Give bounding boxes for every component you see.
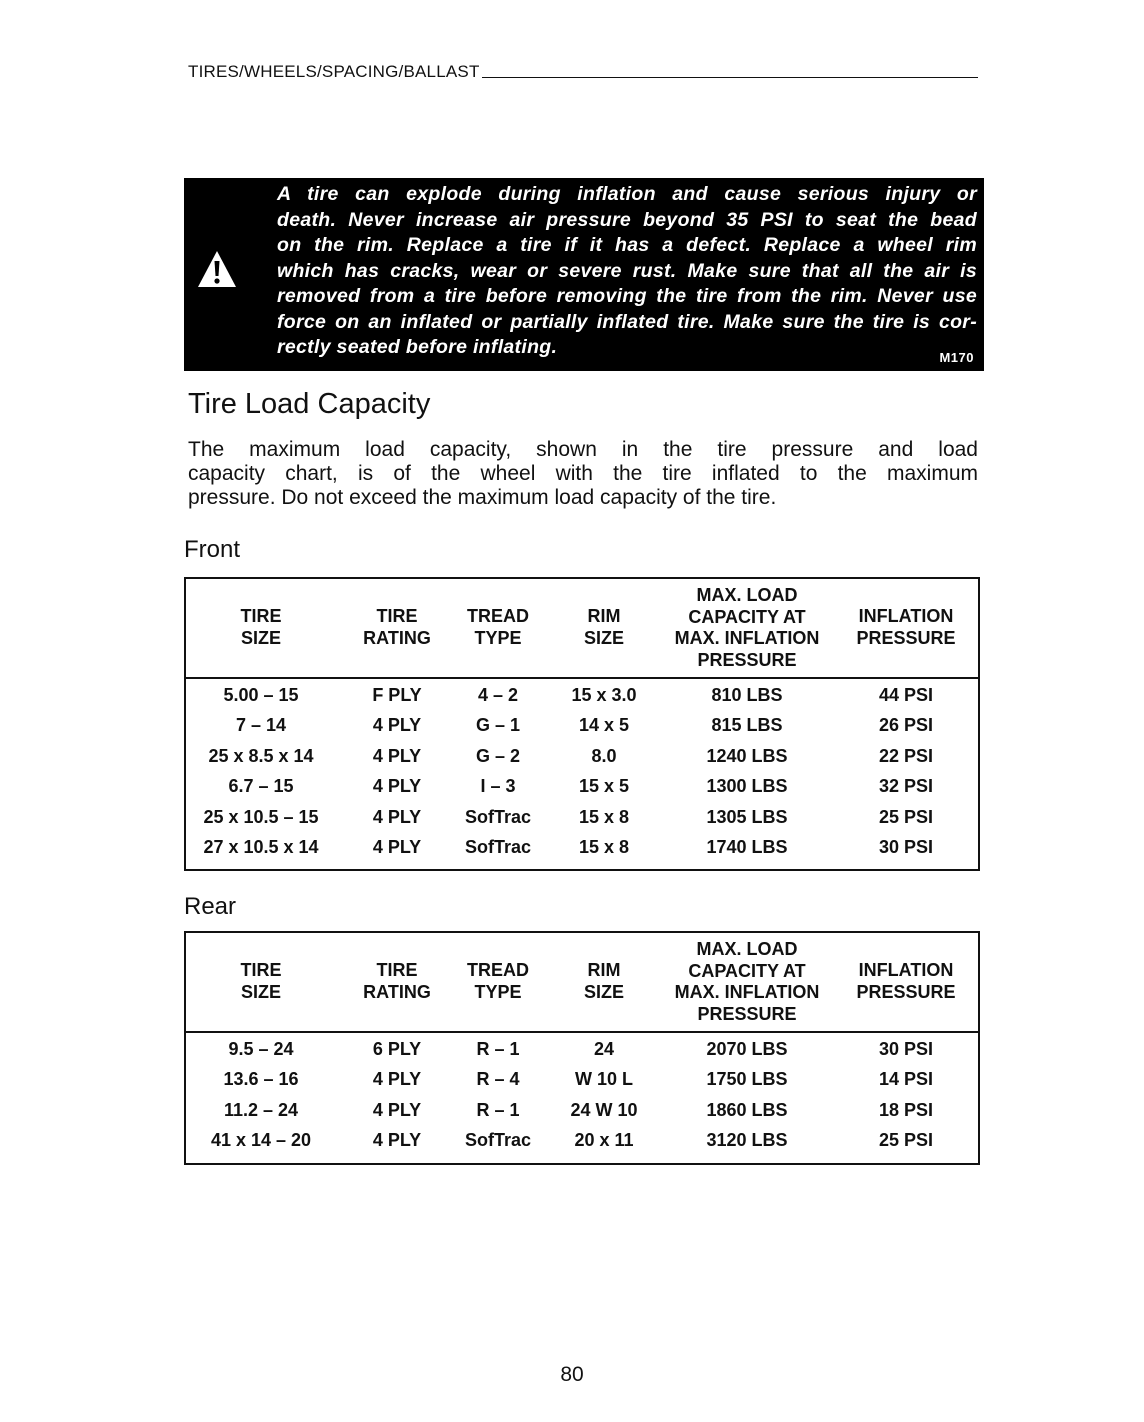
table-cell: 2070 LBS — [706, 1039, 788, 1059]
table-header — [186, 579, 978, 679]
column-header — [342, 960, 452, 1003]
table-cell: 32 PSI — [878, 776, 934, 797]
warning-code: M170 — [939, 350, 974, 365]
table-cell: 4 PLY — [372, 806, 422, 827]
column-header — [443, 960, 553, 1003]
column-header-line: SIZE — [240, 981, 281, 1002]
warning-triangle-icon — [197, 250, 237, 288]
table-cell: 25 x 8.5 x 14 — [208, 745, 314, 766]
table-cell: 4 PLY — [372, 1130, 422, 1151]
column-header-line: SIZE — [583, 981, 624, 1002]
table-cell: 7 – 14 — [235, 715, 287, 736]
table-cell: 1305 LBS — [706, 806, 788, 827]
table-body — [186, 679, 978, 869]
table-cell: I – 3 — [480, 776, 516, 797]
table-cell: 4 PLY — [372, 776, 422, 797]
intro-line: The maximum load capacity, shown in the tire pressure and load — [188, 438, 978, 461]
column-header-line: PRESSURE — [856, 627, 956, 648]
table-row — [186, 742, 978, 772]
column-header-line: TIRE — [240, 960, 282, 980]
column-header-line: MAX. INFLATION — [674, 628, 820, 648]
table-cell: G – 1 — [475, 715, 521, 736]
table-cell: 4 – 2 — [477, 685, 519, 705]
intro-line: capacity chart, is of the wheel with the tire inflated to the maximum — [188, 462, 978, 485]
intro-line: pressure. Do not exceed the maximum load capacity of the tire. — [188, 486, 777, 509]
table-row — [186, 803, 978, 833]
warning-line: removed from a tire before removing the tire from the rim. Never use — [277, 285, 977, 307]
table-cell: 30 PSI — [878, 836, 934, 857]
column-header-line: SIZE — [583, 627, 624, 648]
table-cell: 13.6 – 16 — [223, 1069, 299, 1090]
table-cell: 6 PLY — [372, 1039, 422, 1059]
front-table — [184, 577, 980, 871]
column-header — [831, 960, 981, 1003]
column-header-line: TYPE — [474, 981, 522, 1002]
column-header — [342, 606, 452, 649]
table-cell: 22 PSI — [878, 745, 934, 766]
table-cell: 1740 LBS — [706, 836, 788, 857]
table-cell: 6.7 – 15 — [228, 776, 294, 797]
column-header — [186, 960, 336, 1003]
table-cell: 1750 LBS — [706, 1069, 788, 1090]
column-header-line: PRESSURE — [697, 649, 797, 670]
header-title: TIRES/WHEELS/SPACING/BALLAST — [188, 62, 480, 81]
table-row — [186, 1126, 978, 1156]
table-cell: 5.00 – 15 — [223, 685, 299, 705]
table-cell: 18 PSI — [878, 1099, 934, 1120]
column-header-line: CAPACITY AT — [688, 606, 806, 627]
table-cell: 4 PLY — [372, 1069, 422, 1090]
table-cell: 1240 LBS — [706, 745, 788, 766]
column-header-line: RATING — [363, 627, 431, 648]
table-cell: 11.2 – 24 — [223, 1099, 299, 1120]
table-header — [186, 933, 978, 1033]
table-cell: 44 PSI — [878, 685, 934, 705]
column-header — [443, 606, 553, 649]
table-row — [186, 1065, 978, 1095]
column-header — [549, 960, 659, 1003]
table-cell: 1300 LBS — [706, 776, 788, 797]
table-cell: 15 x 5 — [578, 776, 630, 797]
table-row — [186, 1096, 978, 1126]
table-cell: 810 LBS — [711, 685, 783, 705]
table-cell: 27 x 10.5 x 14 — [203, 836, 319, 857]
column-header-line: RIM — [587, 606, 621, 626]
table-cell: 15 x 8 — [578, 836, 630, 857]
column-header — [652, 585, 842, 671]
column-header-line: SIZE — [240, 627, 281, 648]
column-header-line: PRESSURE — [697, 1003, 797, 1024]
table-row — [186, 681, 978, 711]
column-header-line: TIRE — [376, 960, 418, 980]
table-cell: SofTrac — [464, 806, 532, 827]
table-cell: 4 PLY — [372, 836, 422, 857]
table-cell: 815 LBS — [711, 715, 783, 736]
rear-table — [184, 931, 980, 1165]
table-cell: 15 x 3.0 — [571, 685, 637, 705]
column-header-line: INFLATION — [858, 606, 954, 626]
table-row — [186, 833, 978, 863]
table-cell: F PLY — [372, 685, 422, 705]
page-number: 80 — [560, 1363, 584, 1386]
table-cell: G – 2 — [475, 745, 521, 766]
table-cell: 4 PLY — [372, 1099, 422, 1120]
table-cell: 41 x 14 – 20 — [210, 1130, 312, 1151]
rear-title: Rear — [184, 893, 237, 920]
warning-line: rectly seated before inflating. — [277, 336, 558, 358]
table-cell: 24 — [593, 1039, 615, 1059]
warning-line: death. Never increase air pressure beyond 35 PSI to seat the bead — [277, 208, 977, 231]
table-cell: 1860 LBS — [706, 1099, 788, 1120]
table-cell: R – 4 — [476, 1069, 520, 1090]
table-cell: SofTrac — [464, 836, 532, 857]
table-body — [186, 1033, 978, 1163]
warning-line: on the rim. Replace a tire if it has a defect. Replace a wheel rim — [277, 234, 977, 256]
header-rule — [482, 77, 978, 78]
table-row — [186, 1035, 978, 1065]
table-cell: 25 x 10.5 – 15 — [203, 806, 319, 827]
column-header — [549, 606, 659, 649]
column-header — [831, 606, 981, 649]
column-header-line: RATING — [363, 981, 431, 1002]
table-cell: 25 PSI — [878, 1130, 934, 1151]
table-cell: 30 PSI — [878, 1039, 934, 1059]
table-cell: 9.5 – 24 — [228, 1039, 294, 1059]
column-header-line: RIM — [587, 960, 621, 980]
page-header — [188, 62, 978, 82]
table-cell: 26 PSI — [878, 715, 934, 736]
column-header-line: TREAD — [467, 606, 529, 626]
table-cell: 24 W 10 — [570, 1099, 638, 1120]
column-header-line: MAX. LOAD — [696, 939, 798, 959]
column-header-line: MAX. LOAD — [696, 585, 798, 605]
section-title: Tire Load Capacity — [188, 388, 431, 420]
table-cell: 15 x 8 — [578, 806, 630, 827]
table-cell: W 10 L — [574, 1069, 633, 1090]
column-header-line: MAX. INFLATION — [674, 982, 820, 1002]
table-cell: 4 PLY — [372, 745, 422, 766]
warning-text — [277, 182, 977, 361]
table-cell: 20 x 11 — [574, 1130, 634, 1151]
column-header-line: TIRE — [376, 606, 418, 626]
table-cell: R – 1 — [476, 1039, 520, 1059]
table-cell: 4 PLY — [372, 715, 422, 736]
table-cell: 3120 LBS — [706, 1130, 788, 1151]
front-title: Front — [184, 536, 241, 563]
column-header-line: INFLATION — [858, 960, 954, 980]
column-header — [186, 606, 336, 649]
column-header-line: TREAD — [467, 960, 529, 980]
column-header-line: TYPE — [474, 627, 522, 648]
column-header-line: CAPACITY AT — [688, 960, 806, 981]
table-row — [186, 711, 978, 741]
column-header-line: TIRE — [240, 606, 282, 626]
warning-line: A tire can explode during inflation and cause serious injury or — [277, 183, 977, 205]
table-cell: R – 1 — [476, 1099, 520, 1120]
column-header-line: PRESSURE — [856, 981, 956, 1002]
table-cell: 14 PSI — [878, 1069, 934, 1090]
warning-line: force on an inflated or partially inflated tire. Make sure the tire is cor- — [277, 310, 977, 333]
intro-paragraph — [188, 438, 978, 510]
table-cell: SofTrac — [464, 1130, 532, 1151]
warning-box — [184, 178, 984, 371]
column-header — [652, 939, 842, 1025]
table-row — [186, 772, 978, 802]
table-cell: 25 PSI — [878, 806, 934, 827]
warning-line: which has cracks, wear or severe rust. Make sure that all the air is — [277, 259, 977, 282]
table-cell: 8.0 — [591, 745, 617, 766]
table-cell: 14 x 5 — [578, 715, 630, 736]
